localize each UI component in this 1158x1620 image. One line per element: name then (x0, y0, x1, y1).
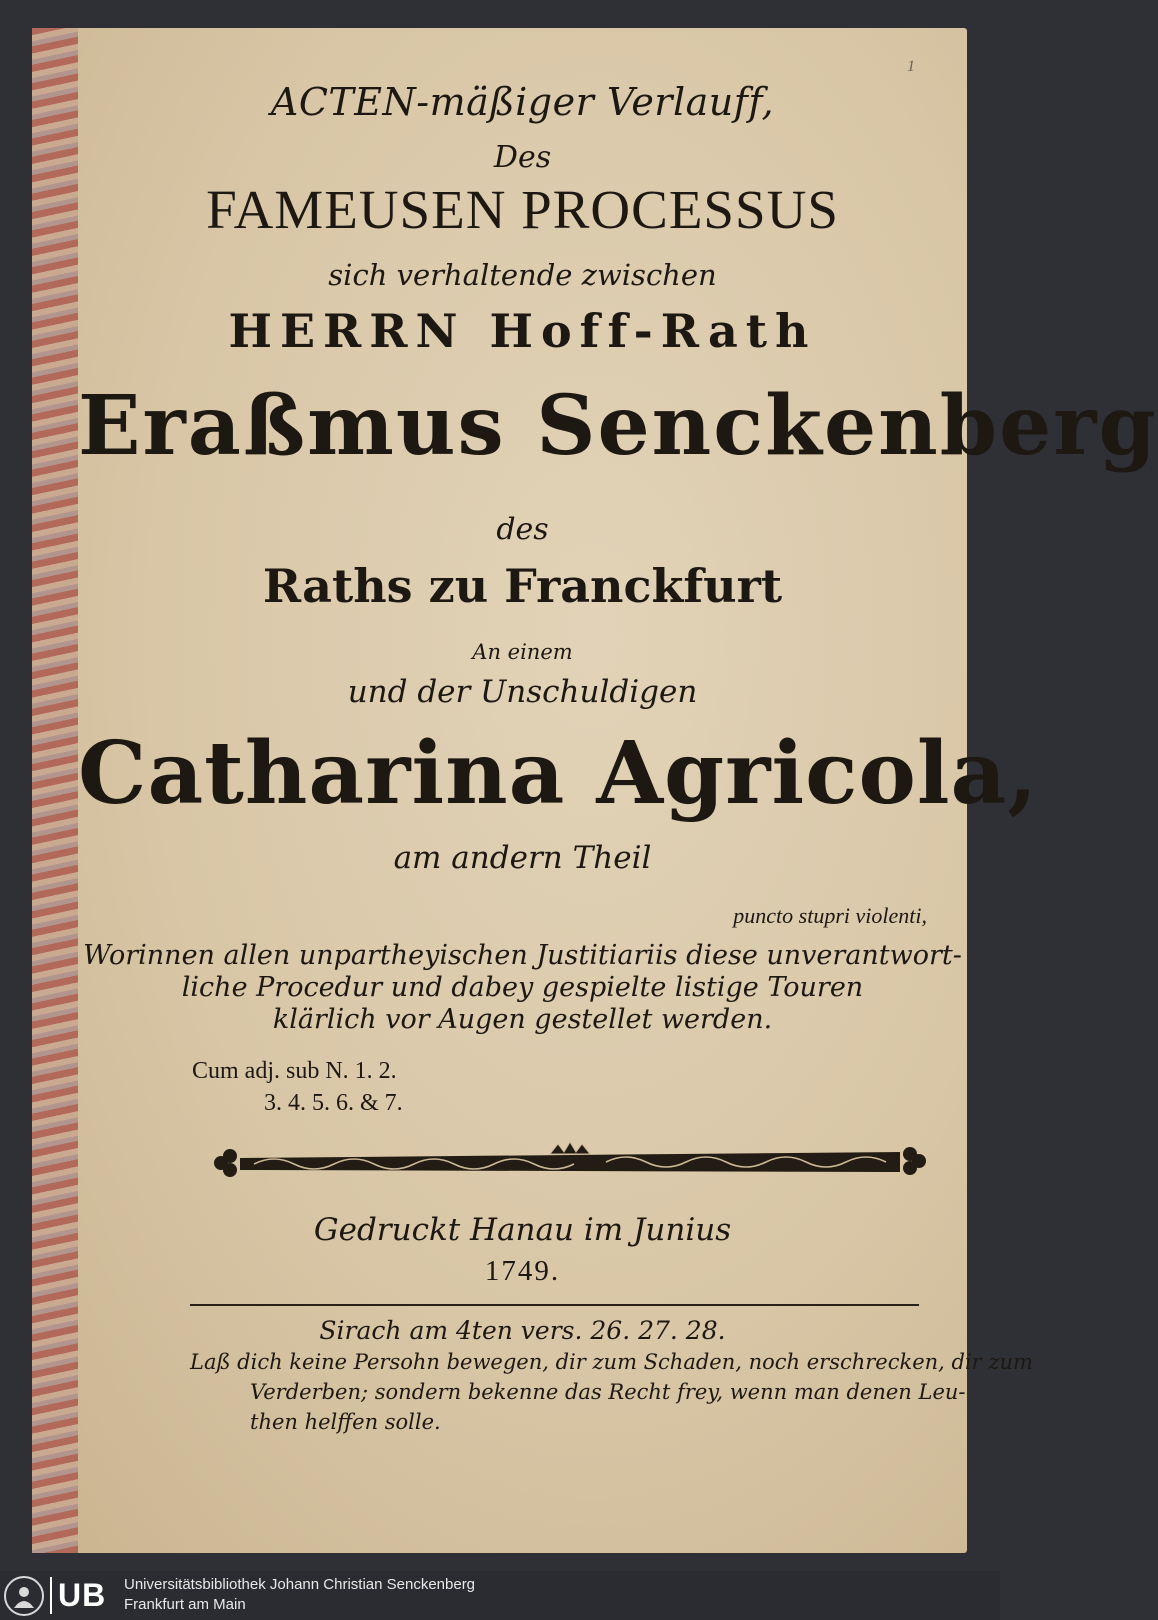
title-line-procedur: liche Procedur und dabey gespielte listige Touren (181, 972, 864, 1003)
library-logo[interactable] (4, 1574, 114, 1617)
imprint-year: 1749. (484, 1255, 561, 1287)
title-line-des-2: des (496, 512, 549, 547)
page-number: 1 (907, 58, 915, 75)
motto-reference: Sirach am 4ten vers. 26. 27. 28. (319, 1316, 726, 1345)
title-line-cum-adj: Cum adj. sub N. 1. 2. (192, 1058, 397, 1084)
title-line-agricola: Catharina Agricola, (78, 723, 1039, 824)
scanned-page (32, 28, 1158, 1553)
title-line-puncto: puncto stupri violenti, (733, 903, 927, 928)
imprint-gedruckt: Gedruckt Hanau im Junius (313, 1212, 732, 1248)
marbled-binding-edge (32, 28, 78, 1553)
title-line-franckfurt: Raths zu Franckfurt (262, 559, 783, 613)
title-line-acten: ACTEN-mäßiger Verlauff, (270, 80, 775, 124)
title-line-klaerlich: klärlich vor Augen gestellet werden. (272, 1004, 773, 1035)
ornament-band (214, 1138, 926, 1188)
motto-text-line: Verderben; sondern bekenne das Recht frey, wenn man denen Leu- (250, 1380, 966, 1404)
library-name: Universitätsbibliothek Johann Christian Senckenberg (124, 1576, 476, 1593)
page-content (78, 28, 1158, 1553)
title-line-unschuldigen: und der Unschuldigen (347, 674, 698, 710)
logo-initials: UB (50, 1577, 106, 1614)
horizontal-rule (190, 1304, 919, 1306)
motto-text-line: then helffen solle. (250, 1410, 441, 1434)
title-line-zwischen: sich verhaltende zwischen (328, 258, 717, 292)
title-line-fameusen-processus: FAMEUSEN PROCESSUS (206, 179, 839, 240)
motto-text-line: Laß dich keine Persohn bewegen, dir zum Schaden, noch erschrecken, dir zum (190, 1350, 1033, 1374)
title-line-hoff-rath: HERRN Hoff-Rath (228, 304, 817, 358)
title-line-numbers: 3. 4. 5. 6. & 7. (264, 1090, 403, 1116)
title-line-des: Des (493, 140, 552, 175)
title-line-an-einem: An einem (472, 640, 573, 664)
library-footer (0, 1571, 1000, 1620)
title-line-andern-theil: am andern Theil (393, 840, 652, 876)
seal-icon (4, 1576, 44, 1616)
title-line-worinnen: Worinnen allen unpartheyischen Justitiariis diese unverantwort- (83, 940, 962, 971)
title-line-senckenberg: Eraßmus Senckenberg (78, 378, 1158, 474)
library-city: Frankfurt am Main (124, 1596, 246, 1613)
